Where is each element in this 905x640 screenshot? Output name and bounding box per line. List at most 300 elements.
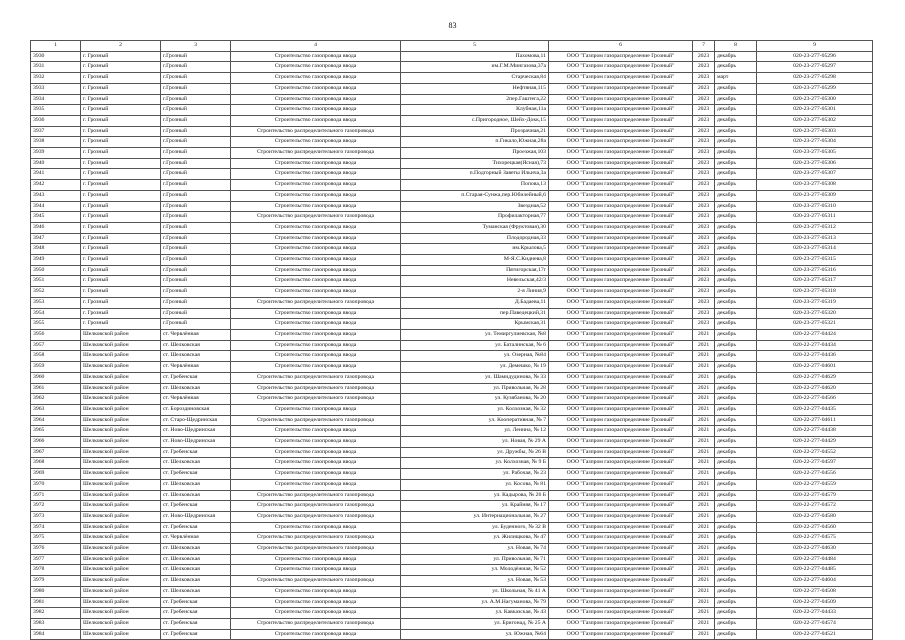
row-number-cell: 3948 <box>31 244 81 255</box>
address-cell: Тихорецкая(Ясная),73 <box>401 158 549 169</box>
code-cell: 020-23-277-05313 <box>757 233 873 244</box>
table-row <box>31 362 873 373</box>
column-header: 6 <box>549 41 693 52</box>
row-number-cell: 3949 <box>31 255 81 266</box>
year-cell: 2021 <box>693 490 715 501</box>
organization-cell: ООО "Газпром газораспределение Грозный" <box>549 222 693 233</box>
locality-cell: ст. Шелковская <box>161 576 231 587</box>
table-row <box>31 415 873 426</box>
organization-cell: ООО "Газпром газораспределение Грозный" <box>549 576 693 587</box>
organization-cell: ООО "Газпром газораспределение Грозный" <box>549 554 693 565</box>
code-cell: 020-22-277-04438 <box>757 426 873 437</box>
district-cell: Шелковской район <box>81 544 161 555</box>
locality-cell: ст. Гребенская <box>161 618 231 629</box>
row-number-cell: 3941 <box>31 169 81 180</box>
month-cell: декабрь <box>715 404 757 415</box>
column-header: 5 <box>401 41 549 52</box>
address-cell: ул. Привольная, № 71 <box>401 554 549 565</box>
district-cell: Шелковской район <box>81 490 161 501</box>
row-number-cell: 3940 <box>31 158 81 169</box>
organization-cell: ООО "Газпром газораспределение Грозный" <box>549 586 693 597</box>
object-cell: Строительство газопровода ввода <box>231 233 401 244</box>
row-number-cell: 3943 <box>31 190 81 201</box>
district-cell: Шелковской район <box>81 522 161 533</box>
district-cell: г. Грозный <box>81 233 161 244</box>
year-cell: 2023 <box>693 137 715 148</box>
district-cell: Шелковской район <box>81 362 161 373</box>
organization-cell: ООО "Газпром газораспределение Грозный" <box>549 308 693 319</box>
locality-cell: ст. Гребенская <box>161 501 231 512</box>
address-cell: ул. Буденного, № 32 В <box>401 522 549 533</box>
object-cell: Строительство газопровода ввода <box>231 62 401 73</box>
organization-cell: ООО "Газпром газораспределение Грозный" <box>549 544 693 555</box>
organization-cell: ООО "Газпром газораспределение Грозный" <box>549 105 693 116</box>
month-cell: декабрь <box>715 329 757 340</box>
district-cell: Шелковской район <box>81 554 161 565</box>
locality-cell: ст. Шелковская <box>161 554 231 565</box>
organization-cell: ООО "Газпром газораспределение Грозный" <box>549 404 693 415</box>
row-number-cell: 3980 <box>31 586 81 597</box>
code-cell: 020-22-277-04575 <box>757 533 873 544</box>
year-cell: 2021 <box>693 426 715 437</box>
locality-cell: ст. Шелковская <box>161 458 231 469</box>
column-header: 2 <box>81 41 161 52</box>
row-number-cell: 3964 <box>31 415 81 426</box>
code-cell: 020-22-277-04556 <box>757 469 873 480</box>
organization-cell: ООО "Газпром газораспределение Грозный" <box>549 73 693 84</box>
district-cell: Шелковской район <box>81 597 161 608</box>
address-cell: Попова,13 <box>401 180 549 191</box>
object-cell: Строительство газопровода ввода <box>231 308 401 319</box>
organization-cell: ООО "Газпром газораспределение Грозный" <box>549 415 693 426</box>
organization-cell: ООО "Газпром газораспределение Грозный" <box>549 212 693 223</box>
month-cell: декабрь <box>715 148 757 159</box>
code-cell: 020-22-277-04630 <box>757 544 873 555</box>
code-cell: 020-23-277-05317 <box>757 276 873 287</box>
object-cell: Строительство газопровода ввода <box>231 319 401 330</box>
column-header: 9 <box>757 41 873 52</box>
locality-cell: г.Грозный <box>161 51 231 62</box>
row-number-cell: 3971 <box>31 490 81 501</box>
row-number-cell: 3947 <box>31 233 81 244</box>
month-cell: декабрь <box>715 394 757 405</box>
table-row <box>31 83 873 94</box>
object-cell: Строительство газопровода ввода <box>231 329 401 340</box>
locality-cell: ст. Шелковская <box>161 544 231 555</box>
address-cell: ул. Привольная, № 28 <box>401 383 549 394</box>
object-cell: Строительство распределительного газопровода <box>231 394 401 405</box>
locality-cell: ст. Ново-Щедринская <box>161 437 231 448</box>
address-cell: п.Старая-Сунжа,пер.Юбилейный,6 <box>401 190 549 201</box>
month-cell: декабрь <box>715 544 757 555</box>
month-cell: декабрь <box>715 180 757 191</box>
district-cell: Шелковской район <box>81 447 161 458</box>
organization-cell: ООО "Газпром газораспределение Грозный" <box>549 511 693 522</box>
year-cell: 2023 <box>693 105 715 116</box>
object-cell: Строительство газопровода ввода <box>231 287 401 298</box>
object-cell: Строительство газопровода ввода <box>231 244 401 255</box>
year-cell: 2021 <box>693 394 715 405</box>
year-cell: 2021 <box>693 576 715 587</box>
year-cell: 2023 <box>693 212 715 223</box>
year-cell: 2023 <box>693 148 715 159</box>
year-cell: 2021 <box>693 544 715 555</box>
district-cell: г. Грозный <box>81 105 161 116</box>
code-cell: 020-22-277-04433 <box>757 608 873 619</box>
object-cell: Строительство газопровода ввода <box>231 180 401 191</box>
year-cell: 2021 <box>693 329 715 340</box>
row-number-cell: 3942 <box>31 180 81 191</box>
month-cell: декабрь <box>715 340 757 351</box>
month-cell: декабрь <box>715 490 757 501</box>
row-number-cell: 3983 <box>31 618 81 629</box>
address-cell: ул. Южная, №64 <box>401 629 549 640</box>
object-cell: Строительство газопровода ввода <box>231 554 401 565</box>
table-row <box>31 158 873 169</box>
address-cell: п.Подгорный Заветы Ильича,3а <box>401 169 549 180</box>
year-cell: 2023 <box>693 126 715 137</box>
table-row <box>31 287 873 298</box>
object-cell: Строительство газопровода ввода <box>231 565 401 576</box>
locality-cell: ст. Ново-Щедринская <box>161 511 231 522</box>
table-row <box>31 255 873 266</box>
table-row <box>31 383 873 394</box>
code-cell: 020-23-277-05320 <box>757 308 873 319</box>
table-row <box>31 618 873 629</box>
month-cell: декабрь <box>715 372 757 383</box>
year-cell: 2021 <box>693 437 715 448</box>
organization-cell: ООО "Газпром газораспределение Грозный" <box>549 469 693 480</box>
object-cell: Строительство газопровода ввода <box>231 115 401 126</box>
organization-cell: ООО "Газпром газораспределение Грозный" <box>549 618 693 629</box>
year-cell: 2021 <box>693 629 715 640</box>
row-number-cell: 3979 <box>31 576 81 587</box>
code-cell: 020-23-277-05311 <box>757 212 873 223</box>
object-cell: Строительство газопровода ввода <box>231 83 401 94</box>
locality-cell: ст. Гребенская <box>161 447 231 458</box>
address-cell: ул. Рабочая, № 23 <box>401 469 549 480</box>
month-cell: декабрь <box>715 190 757 201</box>
month-cell: декабрь <box>715 426 757 437</box>
year-cell: 2021 <box>693 479 715 490</box>
locality-cell: ст. Гребенская <box>161 469 231 480</box>
object-cell: Строительство распределительного газопровода <box>231 533 401 544</box>
address-cell: ул. А.М.Нагуманова, № 79 <box>401 597 549 608</box>
row-number-cell: 3951 <box>31 276 81 287</box>
address-cell: ул. Интернациональная, № 27 <box>401 511 549 522</box>
object-cell: Строительство распределительного газопровода <box>231 501 401 512</box>
locality-cell: ст. Шелковская <box>161 479 231 490</box>
code-cell: 020-23-277-05296 <box>757 51 873 62</box>
month-cell: декабрь <box>715 158 757 169</box>
district-cell: Шелковской район <box>81 340 161 351</box>
month-cell: декабрь <box>715 479 757 490</box>
year-cell: 2023 <box>693 190 715 201</box>
table-row <box>31 533 873 544</box>
object-cell: Строительство распределительного газопровода <box>231 490 401 501</box>
district-cell: Шелковской район <box>81 415 161 426</box>
district-cell: Шелковской район <box>81 533 161 544</box>
row-number-cell: 3933 <box>31 83 81 94</box>
organization-cell: ООО "Газпром газораспределение Грозный" <box>549 372 693 383</box>
organization-cell: ООО "Газпром газораспределение Грозный" <box>549 362 693 373</box>
code-cell: 020-23-277-05306 <box>757 158 873 169</box>
year-cell: 2023 <box>693 287 715 298</box>
table-row <box>31 469 873 480</box>
address-cell: Пахомова,11 <box>401 51 549 62</box>
code-cell: 020-23-277-05307 <box>757 169 873 180</box>
month-cell: декабрь <box>715 511 757 522</box>
address-cell: Невельская,42/3 <box>401 276 549 287</box>
row-number-cell: 3936 <box>31 115 81 126</box>
address-cell: ул. Кузябанова, № 20 <box>401 394 549 405</box>
code-cell: 020-22-277-04434 <box>757 340 873 351</box>
organization-cell: ООО "Газпром газораспределение Грозный" <box>549 565 693 576</box>
row-number-cell: 3973 <box>31 511 81 522</box>
address-cell: ул. Новая, № 29 А <box>401 437 549 448</box>
table-row <box>31 404 873 415</box>
locality-cell: г.Грозный <box>161 180 231 191</box>
code-cell: 020-23-277-05297 <box>757 62 873 73</box>
organization-cell: ООО "Газпром газораспределение Грозный" <box>549 51 693 62</box>
month-cell: декабрь <box>715 501 757 512</box>
organization-cell: ООО "Газпром газораспределение Грозный" <box>549 148 693 159</box>
month-cell: декабрь <box>715 597 757 608</box>
address-cell: ул. Шамидудинова, № 33 <box>401 372 549 383</box>
month-cell: декабрь <box>715 437 757 448</box>
organization-cell: ООО "Газпром газораспределение Грозный" <box>549 169 693 180</box>
row-number-cell: 3958 <box>31 351 81 362</box>
year-cell: 2023 <box>693 180 715 191</box>
code-cell: 020-23-277-05301 <box>757 105 873 116</box>
month-cell: декабрь <box>715 201 757 212</box>
locality-cell: ст. Гребенская <box>161 372 231 383</box>
code-cell: 020-22-277-04566 <box>757 394 873 405</box>
district-cell: г. Грозный <box>81 115 161 126</box>
column-header: 4 <box>231 41 401 52</box>
locality-cell: ст. Гребенская <box>161 522 231 533</box>
year-cell: 2021 <box>693 447 715 458</box>
organization-cell: ООО "Газпром газораспределение Грозный" <box>549 297 693 308</box>
table-row <box>31 479 873 490</box>
organization-cell: ООО "Газпром газораспределение Грозный" <box>549 340 693 351</box>
row-number-cell: 3945 <box>31 212 81 223</box>
object-cell: Строительство газопровода ввода <box>231 340 401 351</box>
address-cell: ул. Ленина, № 12 <box>401 426 549 437</box>
month-cell: декабрь <box>715 415 757 426</box>
object-cell: Строительство газопровода ввода <box>231 469 401 480</box>
row-number-cell: 3953 <box>31 297 81 308</box>
code-cell: 020-22-277-04508 <box>757 586 873 597</box>
address-cell: ул. Жилищкова, № 47 <box>401 533 549 544</box>
table-row <box>31 329 873 340</box>
year-cell: 2023 <box>693 297 715 308</box>
year-cell: 2023 <box>693 244 715 255</box>
year-cell: 2021 <box>693 565 715 576</box>
address-cell: ул. Демешко, № 19 <box>401 362 549 373</box>
month-cell: декабрь <box>715 276 757 287</box>
address-cell: ул. Дружбы, № 26 В <box>401 447 549 458</box>
month-cell: декабрь <box>715 51 757 62</box>
table-row <box>31 105 873 116</box>
address-cell: Прозрачная,21 <box>401 126 549 137</box>
month-cell: декабрь <box>715 222 757 233</box>
locality-cell: г.Грозный <box>161 83 231 94</box>
district-cell: Шелковской район <box>81 372 161 383</box>
object-cell: Строительство распределительного газопровода <box>231 126 401 137</box>
code-cell: 020-23-277-05319 <box>757 297 873 308</box>
column-header: 8 <box>715 41 757 52</box>
row-number-cell: 3977 <box>31 554 81 565</box>
table-row <box>31 115 873 126</box>
year-cell: 2021 <box>693 351 715 362</box>
year-cell: 2021 <box>693 362 715 373</box>
column-header: 3 <box>161 41 231 52</box>
row-number-cell: 3952 <box>31 287 81 298</box>
code-cell: 020-23-277-05308 <box>757 180 873 191</box>
object-cell: Строительство газопровода ввода <box>231 158 401 169</box>
code-cell: 020-23-277-05304 <box>757 137 873 148</box>
locality-cell: ст. Червлённая <box>161 533 231 544</box>
month-cell: декабрь <box>715 105 757 116</box>
table-row <box>31 169 873 180</box>
organization-cell: ООО "Газпром газораспределение Грозный" <box>549 608 693 619</box>
row-number-cell: 3975 <box>31 533 81 544</box>
table-row <box>31 73 873 84</box>
table-row <box>31 608 873 619</box>
district-cell: Шелковской район <box>81 565 161 576</box>
row-number-cell: 3954 <box>31 308 81 319</box>
locality-cell: г.Грозный <box>161 115 231 126</box>
locality-cell: ст. Шелковская <box>161 490 231 501</box>
district-cell: г. Грозный <box>81 94 161 105</box>
address-cell: Профилакторная,77 <box>401 212 549 223</box>
district-cell: Шелковской район <box>81 629 161 640</box>
code-cell: 020-22-277-04620 <box>757 383 873 394</box>
row-number-cell: 3965 <box>31 426 81 437</box>
month-cell: декабрь <box>715 447 757 458</box>
locality-cell: г.Грозный <box>161 233 231 244</box>
code-cell: 020-23-277-05318 <box>757 287 873 298</box>
table-row <box>31 629 873 640</box>
row-number-cell: 3969 <box>31 469 81 480</box>
row-number-cell: 3963 <box>31 404 81 415</box>
year-cell: 2021 <box>693 501 715 512</box>
address-cell: Нефтяная,115 <box>401 83 549 94</box>
row-number-cell: 3939 <box>31 148 81 159</box>
district-cell: г. Грозный <box>81 190 161 201</box>
address-cell: Звездная,52 <box>401 201 549 212</box>
address-cell: ул. Колхозная, № 32 <box>401 404 549 415</box>
locality-cell: г.Грозный <box>161 244 231 255</box>
locality-cell: ст. Гребенская <box>161 629 231 640</box>
district-cell: г. Грозный <box>81 244 161 255</box>
address-cell: ул. Молодёжная, № 52 <box>401 565 549 576</box>
locality-cell: ст. Шелковская <box>161 383 231 394</box>
district-cell: г. Грозный <box>81 148 161 159</box>
table-row <box>31 94 873 105</box>
row-number-cell: 3956 <box>31 329 81 340</box>
code-cell: 020-23-277-05310 <box>757 201 873 212</box>
month-cell: декабрь <box>715 576 757 587</box>
code-cell: 020-22-277-04436 <box>757 351 873 362</box>
row-number-cell: 3944 <box>31 201 81 212</box>
code-cell: 020-22-277-04560 <box>757 522 873 533</box>
table-row <box>31 351 873 362</box>
year-cell: 2023 <box>693 83 715 94</box>
organization-cell: ООО "Газпром газораспределение Грозный" <box>549 244 693 255</box>
district-cell: Шелковской район <box>81 426 161 437</box>
row-number-cell: 3957 <box>31 340 81 351</box>
address-cell: с.Пригородное, Шейх-Докк,15 <box>401 115 549 126</box>
address-cell: ул. Косова, № 81 <box>401 479 549 490</box>
object-cell: Строительство газопровода ввода <box>231 73 401 84</box>
header-row <box>31 41 873 52</box>
address-cell: Плодородная,33 <box>401 233 549 244</box>
address-cell: ул. Кадырова, № 26 Б <box>401 490 549 501</box>
month-cell: декабрь <box>715 126 757 137</box>
month-cell: декабрь <box>715 458 757 469</box>
locality-cell: ст. Шелковская <box>161 351 231 362</box>
table-row <box>31 265 873 276</box>
year-cell: 2023 <box>693 201 715 212</box>
object-cell: Строительство газопровода ввода <box>231 190 401 201</box>
organization-cell: ООО "Газпром газораспределение Грозный" <box>549 437 693 448</box>
address-cell: Старческая,84 <box>401 73 549 84</box>
code-cell: 020-22-277-04597 <box>757 458 873 469</box>
row-number-cell: 3972 <box>31 501 81 512</box>
table-row <box>31 212 873 223</box>
table-row <box>31 308 873 319</box>
district-cell: г. Грозный <box>81 265 161 276</box>
organization-cell: ООО "Газпром газораспределение Грозный" <box>549 233 693 244</box>
organization-cell: ООО "Газпром газораспределение Грозный" <box>549 276 693 287</box>
table-row <box>31 340 873 351</box>
object-cell: Строительство газопровода ввода <box>231 362 401 373</box>
locality-cell: г.Грозный <box>161 169 231 180</box>
object-cell: Строительство газопровода ввода <box>231 426 401 437</box>
organization-cell: ООО "Газпром газораспределение Грозный" <box>549 62 693 73</box>
organization-cell: ООО "Газпром газораспределение Грозный" <box>549 447 693 458</box>
year-cell: 2023 <box>693 94 715 105</box>
code-cell: 020-22-277-04509 <box>757 597 873 608</box>
address-cell: п.Гикало,Южная,28а <box>401 137 549 148</box>
table-row <box>31 544 873 555</box>
page-number: 83 <box>448 21 457 30</box>
table-row <box>31 447 873 458</box>
year-cell: 2023 <box>693 51 715 62</box>
address-cell: ул. Баталинская, № 6 <box>401 340 549 351</box>
object-cell: Строительство распределительного газопровода <box>231 544 401 555</box>
organization-cell: ООО "Газпром газораспределение Грозный" <box>549 426 693 437</box>
month-cell: декабрь <box>715 362 757 373</box>
address-cell: ул. Озерная, №84 <box>401 351 549 362</box>
locality-cell: ст. Гребенская <box>161 597 231 608</box>
organization-cell: ООО "Газпром газораспределение Грозный" <box>549 458 693 469</box>
district-cell: г. Грозный <box>81 158 161 169</box>
table-row <box>31 554 873 565</box>
address-cell: ул. Новая, № 74 <box>401 544 549 555</box>
district-cell: г. Грозный <box>81 83 161 94</box>
row-number-cell: 3946 <box>31 222 81 233</box>
object-cell: Строительство газопровода ввода <box>231 351 401 362</box>
month-cell: декабрь <box>715 169 757 180</box>
code-cell: 020-23-277-05303 <box>757 126 873 137</box>
organization-cell: ООО "Газпром газораспределение Грозный" <box>549 94 693 105</box>
month-cell: декабрь <box>715 244 757 255</box>
table-row <box>31 394 873 405</box>
district-cell: Шелковской район <box>81 586 161 597</box>
